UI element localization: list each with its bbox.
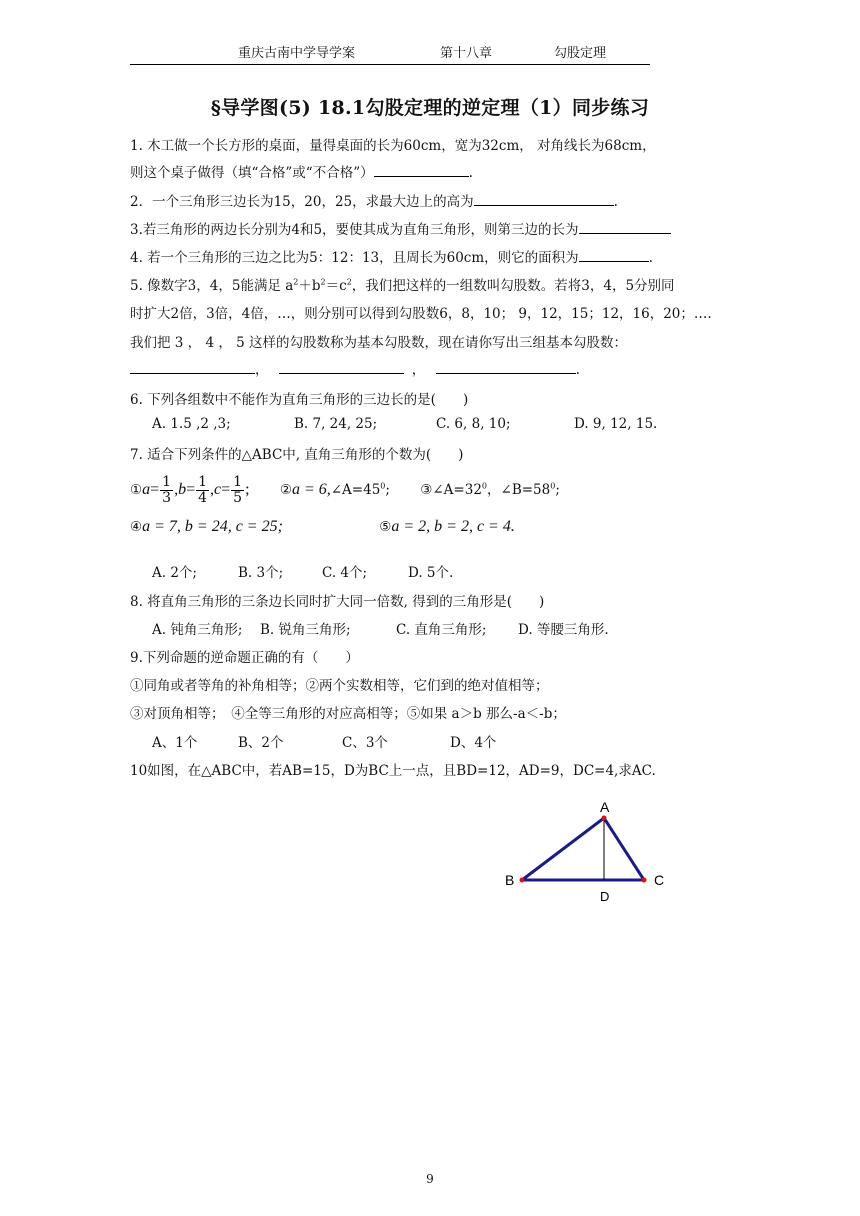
q7-c3-angle1: ∠A=32	[432, 481, 482, 498]
q10-text: 10如图，在△ABC中，若AB=15，D为BC上一点，且BD=12，AD=9，DC=4,求AC.	[130, 763, 656, 779]
q6-option-d: D. 9, 12, 15.	[574, 416, 658, 432]
q7-c4-mark: ④	[130, 519, 143, 535]
q8-options	[152, 618, 609, 638]
q5-sup1: 2	[293, 277, 299, 287]
q7-c1-eq: =	[150, 480, 160, 498]
label-b: B	[505, 872, 515, 888]
q7-c2-deg: 0	[380, 481, 386, 490]
q7-c1-bd: 4	[198, 489, 208, 506]
q7-c1-bn: 1	[198, 473, 208, 490]
q7-text: 7. 适合下列条件的△ABC中, 直角三角形的个数为( )	[130, 447, 464, 463]
q1-answer-blank	[374, 164, 469, 177]
q7-c3-end: ;	[555, 481, 560, 498]
q7-c1-frac-b	[196, 475, 209, 506]
q7-c4-expr: a = 7, b = 24, c = 25;	[142, 518, 283, 535]
page-title: §导学图(5) 18.1勾股定理的逆定理（1）同步练习	[210, 97, 650, 119]
q1-end: .	[468, 165, 473, 181]
q9-text: 9.下列命题的逆命题正确的有（ ）	[130, 650, 359, 666]
q5-blank-3	[436, 361, 576, 374]
q5-line1	[130, 274, 675, 294]
label-d: D	[600, 889, 610, 904]
q5-answer-line	[130, 358, 580, 378]
q7-c1-b: ,b	[174, 480, 187, 498]
q7-c1-cd: 5	[233, 489, 243, 506]
q7-c1-eq2: =	[186, 480, 196, 498]
q7-option-c: C. 4个;	[322, 565, 368, 581]
q7-c2-angle: ∠A=45	[330, 481, 381, 498]
q7-c2-expr: a = 6,	[291, 480, 331, 498]
page-header	[130, 40, 650, 65]
q2-answer-blank	[474, 193, 614, 206]
q6-option-c: C. 6, 8, 10;	[436, 416, 511, 432]
q7-conditions-row2	[130, 518, 515, 536]
q9-options	[152, 731, 496, 751]
q5-line3: 我们把 3 ， 4 ， 5 这样的勾股数称为基本勾股数，现在请你写出三组基本勾股数：	[130, 335, 628, 351]
q7-c1	[130, 473, 254, 506]
q7-option-b: B. 3个;	[238, 565, 284, 581]
q7-c1-eq3: =	[221, 480, 231, 498]
topic-name: 勾股定理	[554, 46, 607, 61]
q7-c3-deg1: 0	[481, 481, 488, 490]
q7-c1-mark: ①	[130, 481, 143, 498]
q1-line2	[130, 161, 473, 181]
q5-blank-1	[130, 361, 255, 374]
q5-line1-pre: 5. 像数字3，4，5能满足 a	[130, 278, 294, 294]
q7-c1-c: ,c	[210, 480, 222, 498]
q7-c1-ad: 3	[162, 489, 172, 506]
q7-c2	[280, 482, 394, 498]
q4-answer-blank	[579, 249, 649, 262]
q9-option-a: A、1个	[152, 735, 198, 751]
q7-c1-cn: 1	[233, 473, 243, 490]
q7-c2-mark: ②	[279, 481, 292, 498]
side-ab	[522, 818, 604, 880]
q7-c2-end: ;	[385, 481, 390, 498]
q7-c1-frac-c	[231, 475, 244, 506]
q6-text: 6. 下列各组数中不能作为直角三角形的三边长的是( )	[130, 392, 469, 408]
label-a: A	[600, 799, 610, 815]
q9-line2: ①同角或者等角的补角相等；②两个实数相等，它们到的绝对值相等；	[130, 678, 549, 694]
q9-line3: ③对顶角相等； ④全等三角形的对应高相等；⑤如果 a＞b 那么-a＜-b；	[130, 706, 566, 722]
q5-sup3: 2	[346, 277, 352, 287]
q8-text: 8. 将直角三角形的三条边长同时扩大同一倍数, 得到的三角形是( )	[130, 594, 545, 610]
q7-c1-an: 1	[162, 473, 172, 490]
q8-option-a: A. 钝角三角形;	[152, 622, 243, 638]
q5-line1-post: ，我们把这样的一组数叫勾股数。若将3，4，5分别同	[351, 278, 675, 294]
q9-option-c: C、3个	[342, 735, 388, 751]
q5-line2: 时扩大2倍，3倍，4倍，…，则分别可以得到勾股数6，8，10； 9，12，15；12，16，20；….	[130, 306, 712, 322]
q3-line	[130, 218, 671, 238]
q6-options	[152, 416, 657, 432]
point-c	[642, 878, 647, 883]
q5-sup2: 2	[320, 277, 326, 287]
q7-options	[152, 561, 453, 581]
q5-sep-1: ，	[255, 362, 269, 378]
q7-c1-a: a	[142, 480, 151, 498]
q8-option-d: D. 等腰三角形.	[518, 622, 609, 638]
q5-blank-2	[279, 361, 404, 374]
q3-text: 3.若三角形的两边长分别为4和5，要使其成为直角三角形，则第三边的长为	[130, 222, 579, 238]
q4-line	[130, 246, 653, 266]
q7-option-a: A. 2个;	[152, 565, 197, 581]
q1-line1: 1. 木工做一个长方形的桌面，量得桌面的长为60cm，宽为32cm， 对角线长为68cm，	[130, 138, 656, 154]
q5-sep-2: ，	[411, 362, 426, 378]
label-c: C	[654, 872, 665, 888]
q7-c3-mark: ③	[420, 481, 433, 498]
q7-c3	[420, 482, 560, 498]
point-a	[602, 816, 607, 821]
triangle-figure	[496, 795, 686, 910]
q8-option-b: B. 锐角三角形;	[260, 622, 351, 638]
q6-option-a: A. 1.5 ,2 ,3;	[152, 416, 231, 432]
q2-line	[130, 190, 618, 210]
q4-end: .	[648, 250, 653, 266]
q9-option-b: B、2个	[238, 735, 284, 751]
q5-plus: ＋b	[298, 278, 321, 294]
school-name: 重庆古南中学导学案	[238, 46, 356, 61]
q4-text: 4. 若一个三角形的三边之比为5：12：13，且周长为60cm，则它的面积为	[130, 250, 579, 266]
q6-option-b: B. 7, 24, 25;	[294, 416, 378, 432]
q7-c1-frac-a	[160, 475, 173, 506]
q5-eq: ＝c	[325, 278, 347, 294]
q7-c5-expr: a = 2, b = 2, c = 4.	[391, 518, 515, 535]
q7-conditions-row1	[130, 466, 560, 506]
q2-text: 2．一个三角形三边长为15，20，25，求最大边上的高为	[130, 194, 474, 210]
q7-c3-angle2: ∠B=58	[500, 481, 551, 498]
q5-end: .	[575, 362, 580, 378]
page-number: 9	[426, 1172, 434, 1186]
q7-c1-end: ;	[245, 480, 250, 498]
q7-c3-sep: ，	[487, 481, 501, 498]
q3-answer-blank	[579, 221, 671, 234]
q2-end: .	[613, 194, 618, 210]
q9-option-d: D、4个	[450, 735, 497, 751]
q7-c5-mark: ⑤	[379, 519, 392, 535]
side-ac	[604, 818, 644, 880]
q7-option-d: D. 5个.	[408, 565, 454, 581]
point-b	[520, 878, 525, 883]
q1-line2-text: 则这个桌子做得（填“合格”或“不合格”）	[130, 165, 374, 181]
chapter-name: 第十八章	[440, 46, 493, 61]
q7-c3-deg2: 0	[550, 481, 556, 490]
q8-option-c: C. 直角三角形;	[396, 622, 487, 638]
